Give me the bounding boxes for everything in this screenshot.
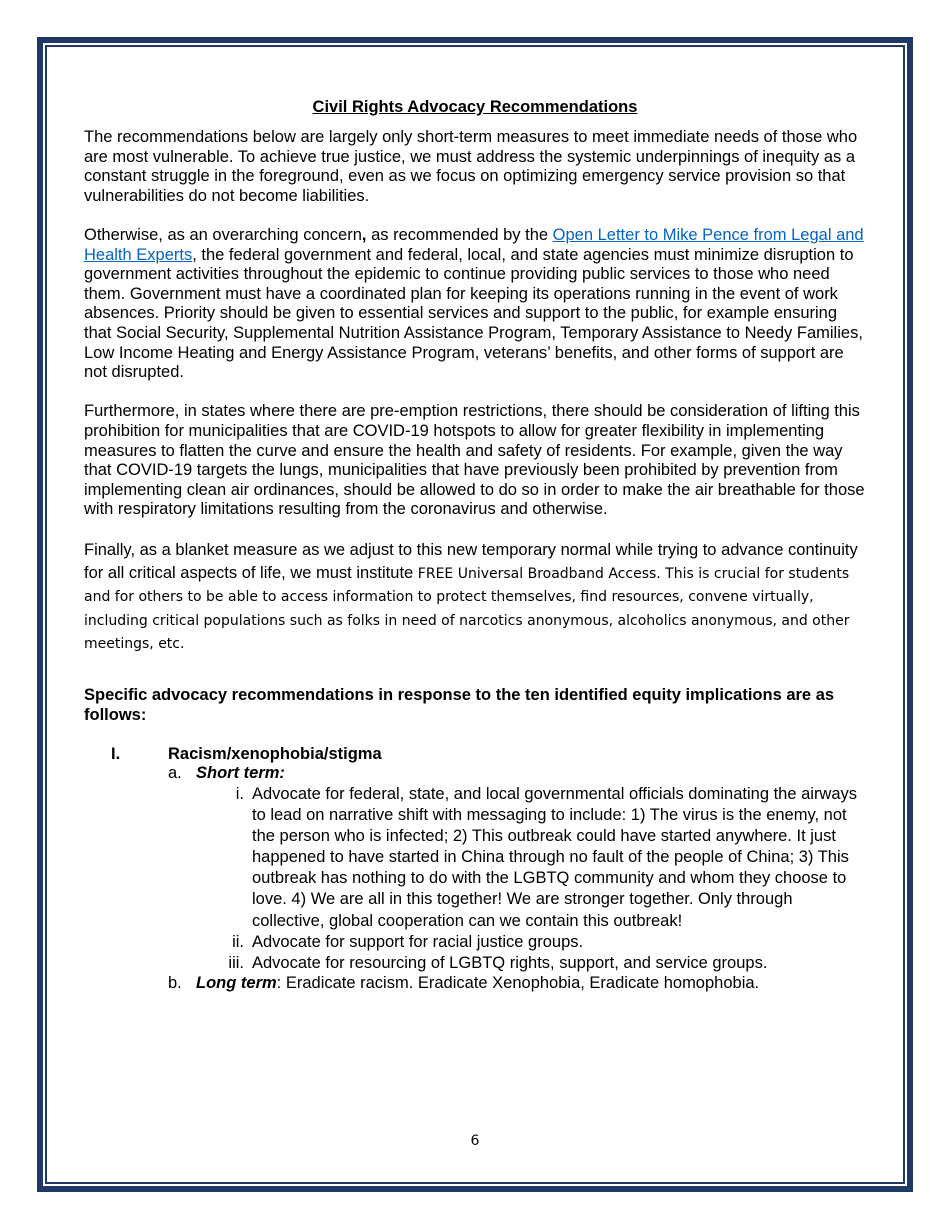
short-term-item-iii [228, 953, 866, 974]
long-term-text: : Eradicate racism. Eradicate Xenophobia, Eradicate homophobia. [276, 973, 760, 992]
section-I-a [168, 764, 866, 784]
short-term-item-i [235, 784, 866, 932]
page-number: 6 [470, 1133, 480, 1149]
section-I-b-marker: b. [168, 973, 182, 992]
long-term-label: Long term [196, 973, 277, 992]
item-ii-text: Advocate for support for racial justice groups. [252, 932, 584, 951]
section-I [84, 745, 866, 765]
short-term-list [228, 784, 866, 974]
para2-before: Otherwise, as an overarching concern [84, 225, 362, 244]
document-title: Civil Rights Advocacy Recommendations [312, 98, 638, 116]
item-iii-marker: iii. [228, 953, 244, 972]
intro-paragraph: The recommendations below are largely only short-term measures to meet immediate needs of those who are most vulnerable. To achieve true justice, we must address the systemic underpinnings of inequity as a constant struggle in the foreground, even as we focus on optimizing emergency service provision so that vulnerabilities do not become liabilities. [84, 128, 858, 205]
para2-comma: , [361, 225, 367, 244]
broadband-paragraph [84, 539, 866, 656]
item-i-text: Advocate for federal, state, and local governmental officials dominating the airways to lead on narrative shift with messaging to include: 1) The virus is the enemy, not the person who is infected; 2) This outbreak could have started anywhere. It just happened to have started in China through no fault of the people of China; 3) This outbreak has nothing to do with the LGBTQ community and whom they choose to love. 4) We are all in this together! We are stronger together. Only through collective, global cooperation can we contain this outbreak! [252, 784, 858, 930]
para4-arial: Finally, as a blanket measure as we adjust to this new temporary normal while trying to advance continuity for all critical aspects of life, we must institute [84, 541, 858, 582]
specific-recommendations-heading: Specific advocacy recommendations in response to the ten identified equity implications are as follows: [84, 685, 835, 724]
item-i-marker: i. [235, 784, 244, 803]
item-iii-text: Advocate for resourcing of LGBTQ rights, support, and service groups. [252, 953, 768, 972]
para2-middle: as recommended by the [366, 225, 553, 244]
section-I-marker: I. [111, 744, 121, 763]
section-I-title: Racism/xenophobia/stigma [168, 744, 382, 763]
para4-calibri: FREE Universal Broadband Access. This is crucial for students and for others to be able to access information to protect themselves, find resources, convene virtually, including critical populations such as folks in need of narcotics anonymous, alcoholics anonymous, and other meetings, etc. [84, 565, 850, 653]
item-ii-marker: ii. [232, 932, 244, 951]
short-term-label: Short term: [196, 764, 285, 783]
section-I-a-marker: a. [168, 764, 182, 783]
short-term-item-ii [232, 932, 866, 953]
para2-after: , the federal government and federal, local, and state agencies must minimize disruption to government activities throughout the epidemic to continue providing public services to those who need them. Government must have a coordinated plan for keeping its operations running in the event of work absences. Priority should be given to essential services and support to the public, for example ensuring that Social Security, Supplemental Nutrition Assistance Program, Temporary Assistance to Needy Families, Low Income Heating and Energy Assistance Program, veterans’ benefits, and other forms of support are not disrupted. [84, 245, 863, 382]
overarching-concern-paragraph [84, 226, 866, 383]
section-I-b [168, 974, 866, 994]
preemption-paragraph: Furthermore, in states where there are pre-emption restrictions, there should be consideration of lifting this prohibition for municipalities that are COVID-19 hotspots to allow for greater flexibility in implementing measures to flatten the curve and ensure the health and safety of residents. For example, given the way that COVID-19 targets the lungs, municipalities that have previously been prohibited by prevention from implementing clean air ordinances, should be allowed to do so in order to make the air breathable for those with respiratory limitations resulting from the coronavirus and otherwise. [84, 402, 865, 519]
document-body [84, 97, 866, 993]
open-letter-link[interactable]: Open Letter to Mike Pence from Legal and Health Experts [84, 225, 864, 264]
